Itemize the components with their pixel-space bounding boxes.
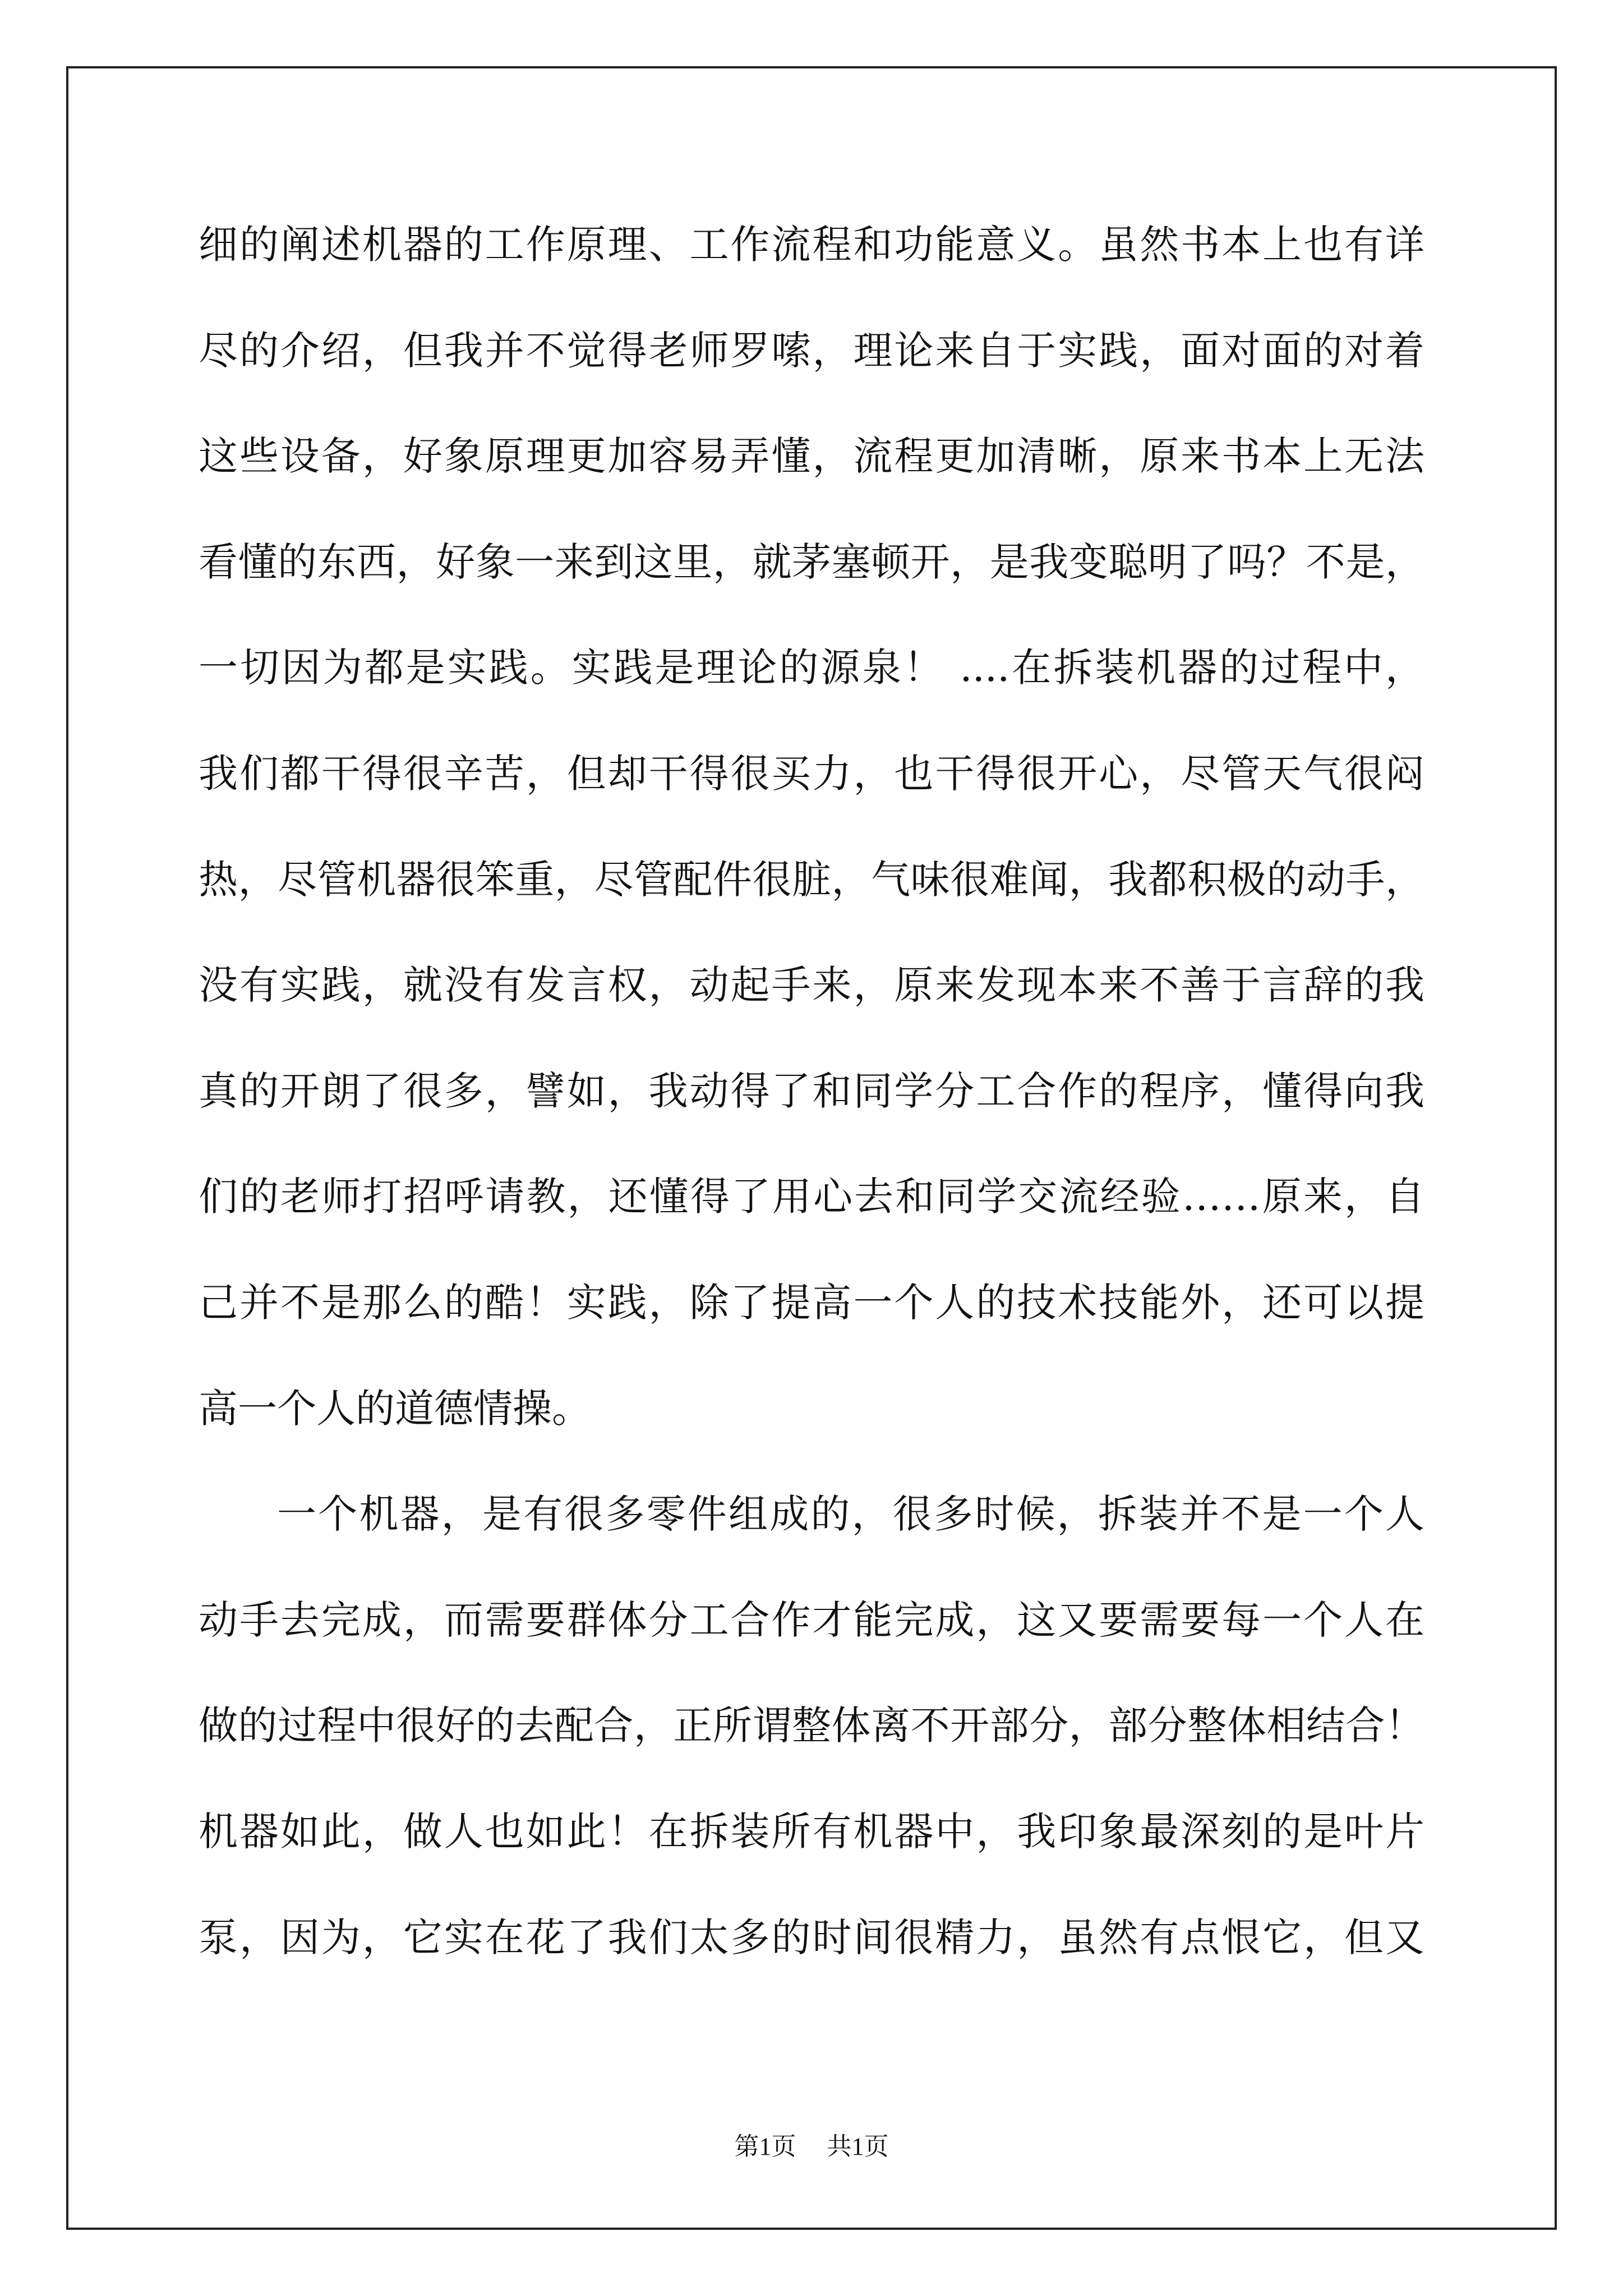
text-line: 这些设备，好象原理更加容易弄懂，流程更加清晰，原来书本上无法 (199, 433, 1424, 480)
text-line: 动手去完成，而需要群体分工合作才能完成，这又要需要每一个人在 (199, 1596, 1424, 1643)
text-line: 真的开朗了很多，譬如，我动得了和同学分工合作的程序，懂得向我 (199, 1068, 1424, 1114)
document-body (199, 213, 1424, 2012)
text-line: 看懂的东西，好象一来到这里，就茅塞顿开，是我变聪明了吗？不是， (199, 539, 1424, 585)
text-line: 一切因为都是实践。实践是理论的源泉！ ....在拆装机器的过程中， (199, 645, 1424, 691)
text-line: 己并不是那么的酷！实践，除了提高一个人的技术技能外，还可以提 (199, 1279, 1424, 1326)
text-line: 细的阐述机器的工作原理、工作流程和功能意义。虽然书本上也有详 (199, 222, 1424, 268)
paragraph-first-line: 一个机器，是有很多零件组成的，很多时候，拆装并不是一个人 (277, 1491, 1424, 1538)
page-footer (0, 2126, 1623, 2162)
text-line: 我们都干得很辛苦，但却干得很买力，也干得很开心，尽管天气很闷 (199, 750, 1424, 797)
text-line: 机器如此，做人也如此！在拆装所有机器中，我印象最深刻的是叶片 (199, 1808, 1424, 1855)
text-line: 做的过程中很好的去配合，正所谓整体离不开部分，部分整体相结合！ (199, 1703, 1424, 1749)
text-line: 热，尽管机器很笨重，尽管配件很脏，气味很难闻，我都积极的动手， (199, 856, 1424, 903)
page-number-current: 第1页 (734, 2133, 796, 2160)
text-line: 泵，因为，它实在花了我们太多的时间很精力，虽然有点恨它，但又 (199, 1914, 1424, 1961)
text-line: 尽的介绍，但我并不觉得老师罗嗦，理论来自于实践，面对面的对着 (199, 327, 1424, 374)
text-line: 没有实践，就没有发言权，动起手来，原来发现本来不善于言辞的我 (199, 962, 1424, 1009)
text-line: 们的老师打招呼请教，还懂得了用心去和同学交流经验……原来，自 (199, 1174, 1424, 1220)
page-number-total: 共1页 (827, 2133, 889, 2160)
text-line: 高一个人的道德情操。 (199, 1385, 591, 1432)
